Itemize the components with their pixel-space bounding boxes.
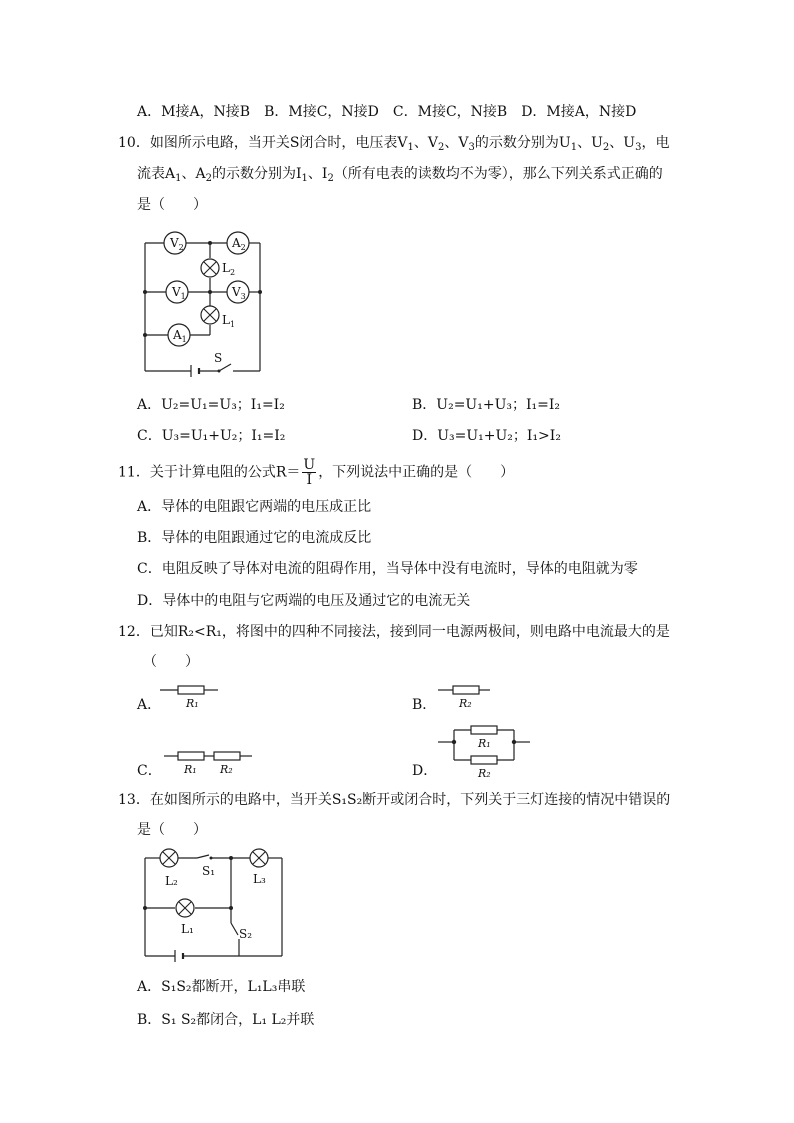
sub: 1 [570, 142, 578, 153]
lamp-l1-label: L₁ [181, 922, 194, 936]
sub: 2 [205, 173, 212, 184]
q10-option-c: C．U₃=U₁+U₂；I₁=I₂ [137, 428, 286, 444]
q12-option-c-diagram [164, 746, 264, 776]
q12-stem [118, 622, 670, 642]
meter-v3-label: $V_3$ [232, 285, 246, 301]
q10-text: ，电 [641, 135, 670, 151]
r2-label: R₂ [459, 697, 472, 710]
sub: 1 [407, 142, 414, 153]
fraction-numerator: U [303, 457, 316, 473]
r1-label: R₁ [186, 697, 199, 710]
q11-option-a: A．导体的电阻跟它两端的电压成正比 [137, 499, 372, 515]
q12-option-a-diagram [160, 680, 230, 710]
r1-label: R₁ [184, 763, 197, 776]
q10-text: 、U [609, 135, 636, 151]
sub: 2 [602, 142, 610, 153]
q10-stem-line1 [118, 133, 669, 153]
meter-v2-label: $V_2$ [170, 236, 184, 252]
sub: 3 [468, 142, 475, 153]
lamp-l3-label: L₃ [253, 872, 266, 886]
q13-circuit-diagram [135, 843, 295, 968]
q10-text: 、V [413, 135, 439, 151]
meter-v1-label: $V_1$ [172, 285, 186, 301]
q10-text: 流表A [137, 166, 176, 182]
sub: 3 [635, 142, 642, 153]
q10-text: （所有电表的读数均不为零），那么下列关系式正确的 [333, 166, 663, 182]
lamp-l2-label: $L_2$ [222, 261, 236, 277]
meter-a2-label: $A_2$ [232, 236, 246, 252]
q10-text: 的示数分别为I [212, 166, 302, 182]
q12-number: 12． [118, 624, 150, 640]
q12-text: 已知R₂<R₁，将图中的四种不同接法，接到同一电源两极间，则电路中电流最大的是 [149, 624, 670, 640]
q10-text: 的示数分别为U [474, 135, 571, 151]
sub: 2 [327, 173, 334, 184]
q10-stem-line3: 是（ ） [137, 197, 207, 213]
r1-label: R₁ [478, 737, 491, 750]
q11-text: 关于计算电阻的公式R＝ [149, 464, 301, 481]
q10-text: 、V [444, 135, 469, 151]
q12-option-d-diagram [438, 722, 538, 782]
q13-stem-line2: 是（ ） [137, 822, 207, 838]
q10-option-d: D．U₃=U₁+U₂；I₁>I₂ [412, 428, 561, 444]
q11-stem [118, 458, 514, 487]
formula-fraction [302, 458, 316, 487]
switch-s2-label: S₂ [239, 927, 253, 941]
switch-s-label: S [214, 351, 223, 365]
q12-option-d-label: D． [412, 763, 438, 779]
q12-option-b-label: B． [412, 697, 437, 713]
q11-text: ，下列说法中正确的是（ ） [318, 464, 515, 481]
lamp-l2-label: L₂ [165, 874, 178, 888]
switch-s1-label: S₁ [202, 864, 216, 878]
q11-option-d: D．导体中的电阻与它两端的电压及通过它的电流无关 [137, 593, 471, 609]
q9-options: A．M接A，N接B B．M接C，N接D C．M接C，N接B D．M接A，N接D [137, 104, 637, 120]
q10-number: 10． [118, 135, 150, 151]
q12-blank: （ ） [143, 654, 199, 670]
q13-text: 在如图所示的电路中，当开关S₁S₂断开或闭合时，下列关于三灯连接的情况中错误的 [149, 792, 671, 808]
sub: 2 [438, 142, 445, 153]
q10-text: 、I [307, 166, 328, 182]
q10-circuit-diagram [135, 225, 275, 380]
q10-text: 如图所示电路，当开关S闭合时，电压表V [149, 135, 408, 151]
meter-a1-label: $A_1$ [173, 328, 187, 344]
r2-label: R₂ [478, 767, 491, 780]
q10-option-a: A．U₂=U₁=U₃；I₁=I₂ [137, 397, 285, 413]
q10-stem-line2 [137, 164, 663, 184]
q11-option-b: B．导体的电阻跟通过它的电流成反比 [137, 530, 372, 546]
lamp-l1-label: $L_1$ [222, 313, 236, 329]
q12-option-c-label: C． [137, 763, 162, 779]
sub: 1 [175, 173, 182, 184]
q10-text: 、U [577, 135, 603, 151]
q13-stem-line1 [118, 790, 670, 810]
fraction-denominator: I [306, 472, 313, 488]
q10-text: 、A [181, 166, 206, 182]
q13-option-a: A．S₁S₂都断开，L₁L₃串联 [137, 979, 306, 995]
q11-number: 11． [118, 464, 150, 481]
r2-label: R₂ [220, 763, 233, 776]
sub: 1 [301, 173, 308, 184]
q11-option-c: C．电阻反映了导体对电流的阻碍作用，当导体中没有电流时，导体的电阻就为零 [137, 561, 638, 577]
q10-option-b: B．U₂=U₁+U₃；I₁=I₂ [412, 397, 560, 413]
q12-option-b-diagram [438, 680, 508, 710]
q13-option-b: B．S₁ S₂都闭合，L₁ L₂并联 [137, 1012, 315, 1028]
q12-option-a-label: A． [137, 697, 162, 713]
q13-number: 13． [118, 792, 150, 808]
